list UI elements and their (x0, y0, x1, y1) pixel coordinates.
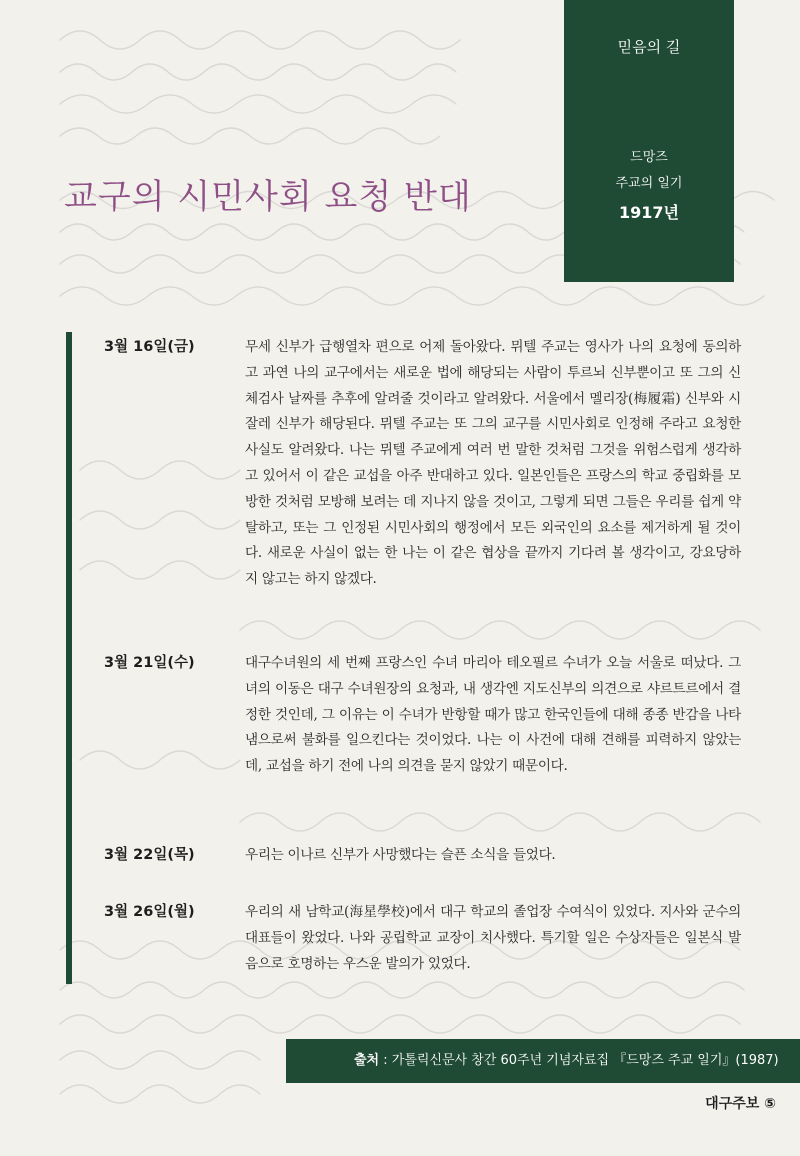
accent-line (66, 332, 72, 984)
series-label: 믿음의 길 (617, 38, 681, 56)
source-text: : 가톨릭신문사 창간 60주년 기념자료집 『드망즈 주교 일기』(1987) (379, 1053, 779, 1068)
page-footer: 대구주보 ⑤ (705, 1096, 776, 1112)
entry-date: 3월 26일(월) (104, 904, 195, 920)
source-label: 출처 (354, 1053, 380, 1068)
article-title: 교구의 시민사회 요청 반대 (64, 176, 472, 217)
source-citation (286, 1039, 800, 1083)
source-year: 1917년 (619, 203, 679, 222)
entry-date: 3월 22일(목) (104, 847, 195, 863)
source-author: 드망즈 (630, 150, 668, 165)
entry-text: 대구수녀원의 세 번째 프랑스인 수녀 마리아 테오필르 수녀가 오늘 서울로 떠났다. 그녀의 이동은 대구 수녀원장의 요청과, 내 생각엔 지도신부의 의견으로 샤르트르에서 결정한 것인데, 그 이유는 이 수녀가 반항할 때가 많고 한국인들에 대해 종종 반감을 나타냄으로써 불화를 일으킨다는 것이었다. 나는 이 사건에 대해 견해를 피력하지 않았는데, 교섭을 하기 전에 나의 의견을 묻지 않았기 때문이다. (245, 655, 741, 775)
section-badge (564, 0, 734, 282)
source-work: 주교의 일기 (615, 176, 683, 191)
entry-text: 우리의 새 남학교(海星學校)에서 대구 학교의 졸업장 수여식이 있었다. 지사와 군수의 대표들이 왔었다. 나와 공립학교 교장이 치사했다. 특기할 일은 수상자들은 일본식 발음으로 호명하는 우스운 발의가 있었다. (245, 904, 741, 972)
entry-text: 우리는 이나르 신부가 사망했다는 슬픈 소식을 들었다. (245, 847, 556, 863)
entry-date: 3월 21일(수) (104, 655, 195, 671)
entry-text: 무세 신부가 급행열차 편으로 어제 돌아왔다. 뮈텔 주교는 영사가 나의 요청에 동의하고 과연 나의 교구에서는 새로운 법에 해당되는 사람이 투르뇌 신부뿐이고 또 그의 신체검사 날짜를 추후에 알려줄 것이라고 알려왔다. 서울에서 멜리장(梅履霜) 신부와 시잘레 신부가 해당된다. 뮈텔 주교는 또 그의 교구를 시민사회로 인정해 주라고 요청한 사실도 알려왔다. 나는 뮈텔 주교에게 여러 번 말한 것처럼 그것을 위험스럽게 생각하고 있어서 이 같은 교섭을 아주 반대하고 있다. 일본인들은 프랑스의 학교 중립화를 모방한 것처럼 모방해 보려는 데 지나지 않을 것이고, 그렇게 되면 그들은 우리를 쉽게 약탈하고, 또는 그 인정된 시민사회의 행정에서 모든 외국인의 요소를 제거하게 될 것이다. 새로운 사실이 없는 한 나는 이 같은 협상을 끝까지 기다려 볼 생각이고, 강요당하지 않고는 하지 않겠다. (245, 339, 741, 588)
entry-date: 3월 16일(금) (104, 339, 195, 355)
